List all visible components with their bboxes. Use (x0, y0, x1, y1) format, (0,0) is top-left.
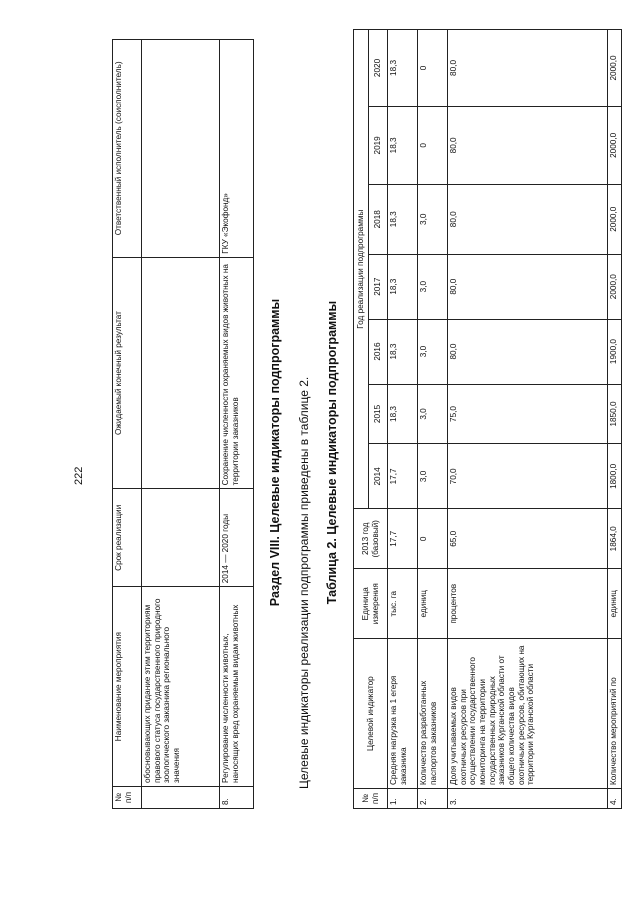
row-value: 1900,0 (608, 319, 622, 384)
row-value: 80,0 (448, 184, 608, 254)
header-cell: Наименование мероприятия (113, 587, 142, 787)
header-base: 2013 год (базовый) (354, 509, 388, 569)
header-cell: Срок реализации (113, 489, 142, 587)
row-indicator: Количество мероприятий по (608, 639, 622, 789)
row-value: 18,3 (388, 319, 418, 384)
row-value: 75,0 (448, 384, 608, 444)
row-indicator: Средняя нагрузка на 1 егеря заказника (388, 639, 418, 789)
row-value: 18,3 (388, 106, 418, 184)
header-year: 2018 (369, 184, 388, 254)
table-header-row (354, 30, 369, 809)
row-unit: единиц (418, 569, 448, 639)
row-value: 18,3 (388, 30, 418, 107)
row-value: 80,0 (448, 254, 608, 319)
header-year: 2014 (369, 444, 388, 509)
row-base: 1864,0 (608, 509, 622, 569)
table-row (220, 40, 254, 809)
row-indicator: Количество разработанных паспортов заказников (418, 639, 448, 789)
table-cell: Сохранение численности охраняемых видов животных на территории заказников (220, 257, 254, 489)
row-indicator: Доля учитываемых видов охотничьих ресурсов при осуществлении государственного мониторинга на территории государственных природных заказников Курганской области от общего количества видов охотничьих ресурсов, обитающих на территории Курганской области (448, 639, 608, 789)
section-title: Раздел VIII. Целевые индикаторы подпрограммы (268, 298, 282, 607)
row-base: 0 (418, 509, 448, 569)
table-header-row (113, 40, 142, 809)
table-row (418, 30, 448, 809)
row-value: 0 (418, 106, 448, 184)
row-value: 2000,0 (608, 184, 622, 254)
table-row (388, 30, 418, 809)
row-value: 1800,0 (608, 444, 622, 509)
row-value: 80,0 (448, 30, 608, 107)
table-cell (142, 257, 220, 489)
row-value: 70,0 (448, 444, 608, 509)
row-unit: тыс. га (388, 569, 418, 639)
row-value: 3,0 (418, 184, 448, 254)
row-unit: процентов (448, 569, 608, 639)
row-value: 18,3 (388, 384, 418, 444)
row-value: 3,0 (418, 444, 448, 509)
table-cell (142, 40, 220, 258)
header-cell: Ожидаемый конечный результат (113, 257, 142, 489)
table-cell: обосновывающих придание этим территориям правового статуса государственного природного зоологического заказника регионального значения (142, 587, 220, 787)
row-num: 3. (448, 789, 608, 809)
header-year: 2016 (369, 319, 388, 384)
table-cell (142, 787, 220, 809)
header-years-group: Год реализации подпрограммы (354, 30, 369, 509)
header-indicator: Целевой индикатор (354, 639, 388, 789)
row-value: 18,3 (388, 254, 418, 319)
row-num: 4. (608, 789, 622, 809)
row-value: 80,0 (448, 106, 608, 184)
page-number: 222 (73, 466, 85, 485)
row-value: 1850,0 (608, 384, 622, 444)
row-value: 3,0 (418, 384, 448, 444)
header-cell: Ответственный исполнитель (соисполнитель) (113, 40, 142, 258)
table-row (448, 30, 608, 809)
header-unit: Единица измерения (354, 569, 388, 639)
row-value: 2000,0 (608, 254, 622, 319)
table-title: Таблица 2. Целевые индикаторы подпрограммы (325, 300, 339, 605)
header-cell: № п/п (113, 787, 142, 809)
table-cell: 8. (220, 787, 254, 809)
row-value: 80,0 (448, 319, 608, 384)
header-year: 2015 (369, 384, 388, 444)
row-num: 1. (388, 789, 418, 809)
indicators-table (353, 29, 622, 809)
measures-table (112, 39, 254, 809)
row-value: 3,0 (418, 254, 448, 319)
table-cell: ГКУ «Экофонд» (220, 40, 254, 258)
row-base: 17,7 (388, 509, 418, 569)
row-value: 0 (418, 30, 448, 107)
row-value: 2000,0 (608, 106, 622, 184)
row-base: 65,0 (448, 509, 608, 569)
row-value: 18,3 (388, 184, 418, 254)
row-value: 3,0 (418, 319, 448, 384)
table-row (608, 30, 622, 809)
table-row (142, 40, 220, 809)
row-value: 2000,0 (608, 30, 622, 107)
table-cell: Регулирование численности животных, наносящих вред охраняемым видам животных (220, 587, 254, 787)
table-cell (142, 489, 220, 587)
header-year: 2020 (369, 30, 388, 107)
row-value: 17,7 (388, 444, 418, 509)
row-num: 2. (418, 789, 448, 809)
header-year: 2017 (369, 254, 388, 319)
header-year: 2019 (369, 106, 388, 184)
intro-text: Целевые индикаторы реализации подпрограммы приведены в таблице 2. (297, 376, 311, 789)
row-unit: единиц (608, 569, 622, 639)
table-cell: 2014 — 2020 годы (220, 489, 254, 587)
header-num: № п/п (354, 789, 388, 809)
